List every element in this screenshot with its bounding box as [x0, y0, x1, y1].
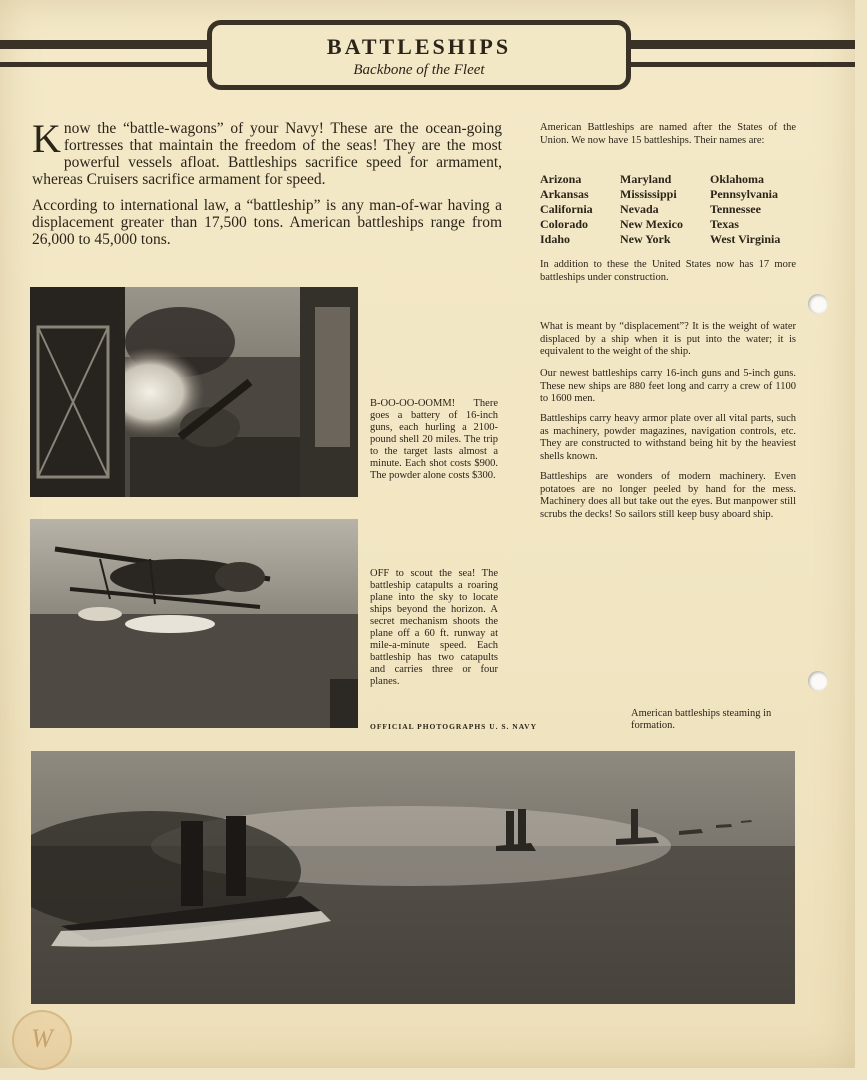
names-intro: American Battleships are named after the States of the Union. We now have 15 battleships. Their names are: — [540, 122, 796, 146]
intro-paragraph-2: According to international law, a “battleship” is any man-of-war having a displacement greater than 17,500 tons. American battleships range from 26,000 to 45,000 tons. — [32, 197, 502, 248]
seaplane-photo — [30, 519, 358, 728]
state-name: Pennsylvania — [710, 187, 779, 201]
intro-paragraph-1 — [32, 116, 502, 188]
intro-p1-text: now the “battle-wagons” of your Navy! These are the ocean-going fortresses that maintain the freedom of the seas! They are the most powerful vessels afloat. Battleships sacrifice speed for armament, whereas Cruisers sacrifice armament for speed. — [32, 120, 502, 188]
photo-credit: OFFICIAL PHOTOGRAPHS U. S. NAVY — [370, 722, 537, 731]
machinery-note: Battleships are wonders of modern machinery. Even potatoes are no longer peeled by hand for the mess. Machinery does all but take out the eyes. But manpower still scrubs the decks! So sailors still keep busy aboard ship. — [540, 471, 796, 520]
state-name: Arizona — [540, 172, 582, 186]
state-name: Texas — [710, 217, 739, 231]
displacement-note: What is meant by “displacement”? It is the weight of water displaced by a ship when it is put into the water; it is equivalent to the weight of the ship. — [540, 321, 796, 357]
binder-hole-bottom — [808, 671, 828, 691]
state-name: West Virginia — [710, 232, 781, 246]
guns-caption: B-OO-OO-OOMM! There goes a battery of 16-inch guns, each hurling a 2100-pound shell 20 miles. The trip to the target lasts almost a minute. Each shot costs $900. The powder alone costs $300. — [370, 398, 498, 481]
seaplane-caption: OFF to scout the sea! The battleship catapults a roaring plane into the sky to locate ships beyond the horizon. A secret mechanism shoots the plane off a 60 ft. runway at mile-a-minute speed. Each battleship has two catapults and carries three or four planes. — [370, 568, 498, 687]
page-subtitle: Backbone of the Fleet — [353, 62, 485, 78]
binder-hole-top — [808, 294, 828, 314]
state-name: Colorado — [540, 217, 588, 231]
state-name: Maryland — [620, 172, 672, 186]
formation-caption: American battleships steaming in formation. — [631, 708, 772, 731]
intro-text — [32, 116, 502, 257]
state-name: Arkansas — [540, 187, 589, 201]
state-name: Tennessee — [710, 202, 761, 216]
newest-ships-note: Our newest battleships carry 16-inch guns and 5-inch guns. These new ships are 880 feet long and carry a crew of 1100 to 1600 men. — [540, 368, 796, 404]
state-name: California — [540, 202, 593, 216]
construction-note: In addition to these the United States now has 17 more battleships under construction. — [540, 259, 796, 283]
state-name: Nevada — [620, 202, 659, 216]
state-name: New York — [620, 232, 671, 246]
drop-cap: K — [32, 116, 61, 161]
page-title: BATTLESHIPS — [326, 34, 512, 59]
guns-firing-photo — [30, 287, 358, 497]
state-name: Idaho — [540, 232, 571, 246]
state-names-list — [540, 172, 800, 247]
title-box — [207, 20, 631, 90]
state-name: Oklahoma — [710, 172, 765, 186]
state-name: Mississippi — [620, 187, 677, 201]
state-name: New Mexico — [620, 217, 683, 231]
armor-note: Battleships carry heavy armor plate over all vital parts, such as machinery, powder magazines, navigation controls, etc. They are constructed to withstand being hit by the heaviest shells known. — [540, 413, 796, 462]
battleship-formation-photo — [31, 751, 795, 1004]
watermark-logo: W — [12, 1010, 72, 1070]
